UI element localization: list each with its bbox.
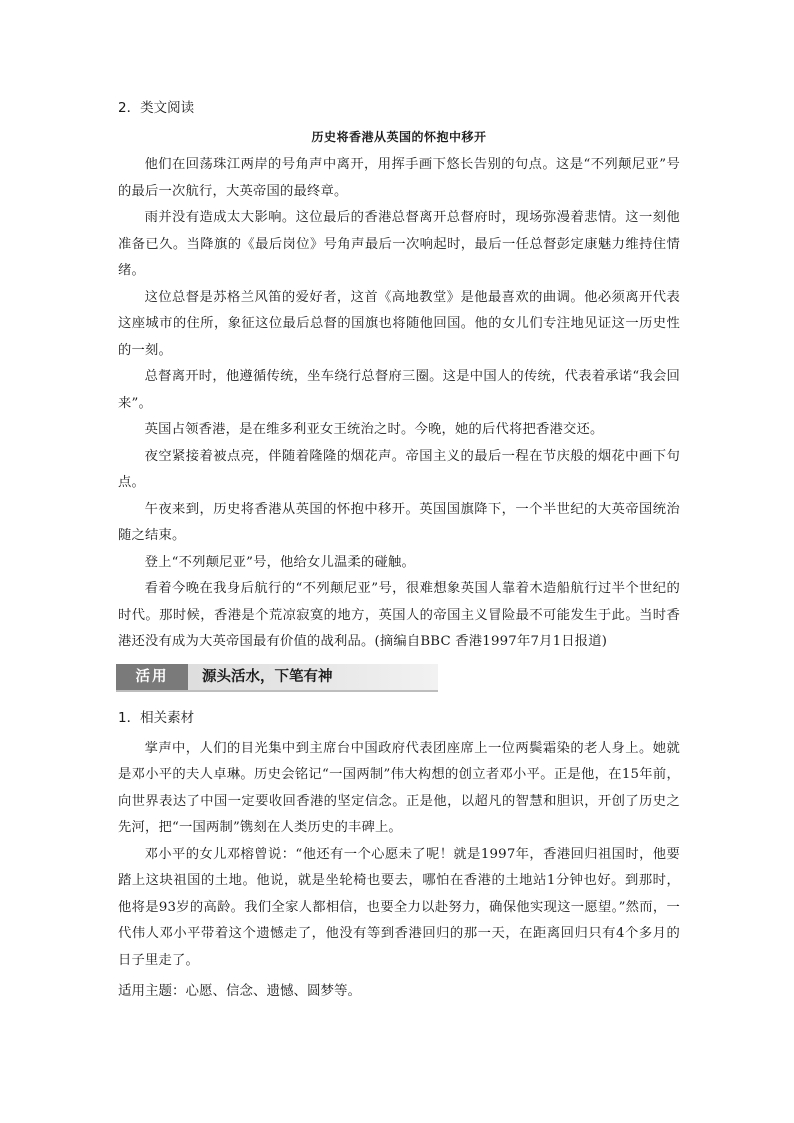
section-heading-materials: 1．相关素材 (118, 709, 195, 726)
article-paragraph: 午夜来到，历史将香港从英国的怀抱中移开。英国国旗降下，一个半世纪的大英帝国统治随之结束。 (118, 501, 680, 543)
page-content (118, 96, 680, 1004)
article-paragraph: 登上“不列颠尼亚”号，他给女儿温柔的碰触。 (144, 554, 416, 570)
section-heading-reading: 2．类文阅读 (118, 100, 195, 116)
article-paragraph: 他们在回荡珠江两岸的号角声中离开，用挥手画下悠长告别的句点。这是“不列颠尼亚”号的最后一次航行，大英帝国的最终章。 (118, 157, 680, 199)
article-paragraph: 总督离开时，他遵循传统，坐车绕行总督府三圈。这是中国人的传统，代表着承诺“我会回来”。 (118, 369, 680, 411)
applicable-themes: 适用主题：心愿、信念、遗憾、圆梦等。 (118, 983, 361, 999)
banner-text: 源头活水，下笔有神 (202, 668, 333, 685)
material-paragraph: 邓小平的女儿邓榕曾说：“他还有一个心愿未了呢！就是1997年，香港回归祖国时，他要踏上这块祖国的土地。他说，就是坐轮椅也要去，哪怕在香港的土地站1分钟也好。到那时，他将是93岁的高龄。我们全家人都相信，也要全力以赴努力，确保他实现这一愿望。”然而，一代伟人邓小平带着这个遗憾走了，他没有等到香港回归的那一天，在距离回归只有4个多月的日子里走了。 (118, 846, 680, 968)
article-paragraph: 看着今晚在我身后航行的“不列颠尼亚”号，很难想象英国人靠着木造船航行过半个世纪的时代。那时候，香港是个荒凉寂寞的地方，英国人的帝国主义冒险最不可能发生于此。当时香港还没有成为大英帝国最有价值的战利品。(摘编自BBC 香港1997年7月1日报道) (118, 581, 680, 649)
section-banner (116, 664, 438, 692)
article-title: 历史将香港从英国的怀抱中移开 (311, 130, 487, 144)
article-paragraph: 夜空紧接着被点亮，伴随着隆隆的烟花声。帝国主义的最后一程在节庆般的烟花中画下句点。 (118, 448, 680, 490)
material-paragraph: 掌声中，人们的目光集中到主席台中国政府代表团座席上一位两鬓霜染的老人身上。她就是邓小平的夫人卓琳。历史会铭记“一国两制”伟大构想的创立者邓小平。正是他，在15年前，向世界表达了中国一定要收回香港的坚定信念。正是他，以超凡的智慧和胆识，开创了历史之先河，把“一国两制”镌刻在人类历史的丰碑上。 (118, 740, 680, 835)
article-paragraph: 雨并没有造成太大影响。这位最后的香港总督离开总督府时，现场弥漫着悲情。这一刻他准备已久。当降旗的《最后岗位》号角声最后一次响起时，最后一任总督彭定康魅力维持住情绪。 (118, 210, 680, 278)
article-paragraph: 这位总督是苏格兰风笛的爱好者，这首《高地教堂》是他最喜欢的曲调。他必须离开代表这座城市的住所，象征这位最后总督的国旗也将随他回国。他的女儿们专注地见证这一历史性的一刻。 (118, 289, 680, 358)
article-paragraph: 英国占领香港，是在维多利亚女王统治之时。今晚，她的后代将把香港交还。 (144, 422, 604, 437)
banner-tag: 活用 (116, 664, 188, 690)
